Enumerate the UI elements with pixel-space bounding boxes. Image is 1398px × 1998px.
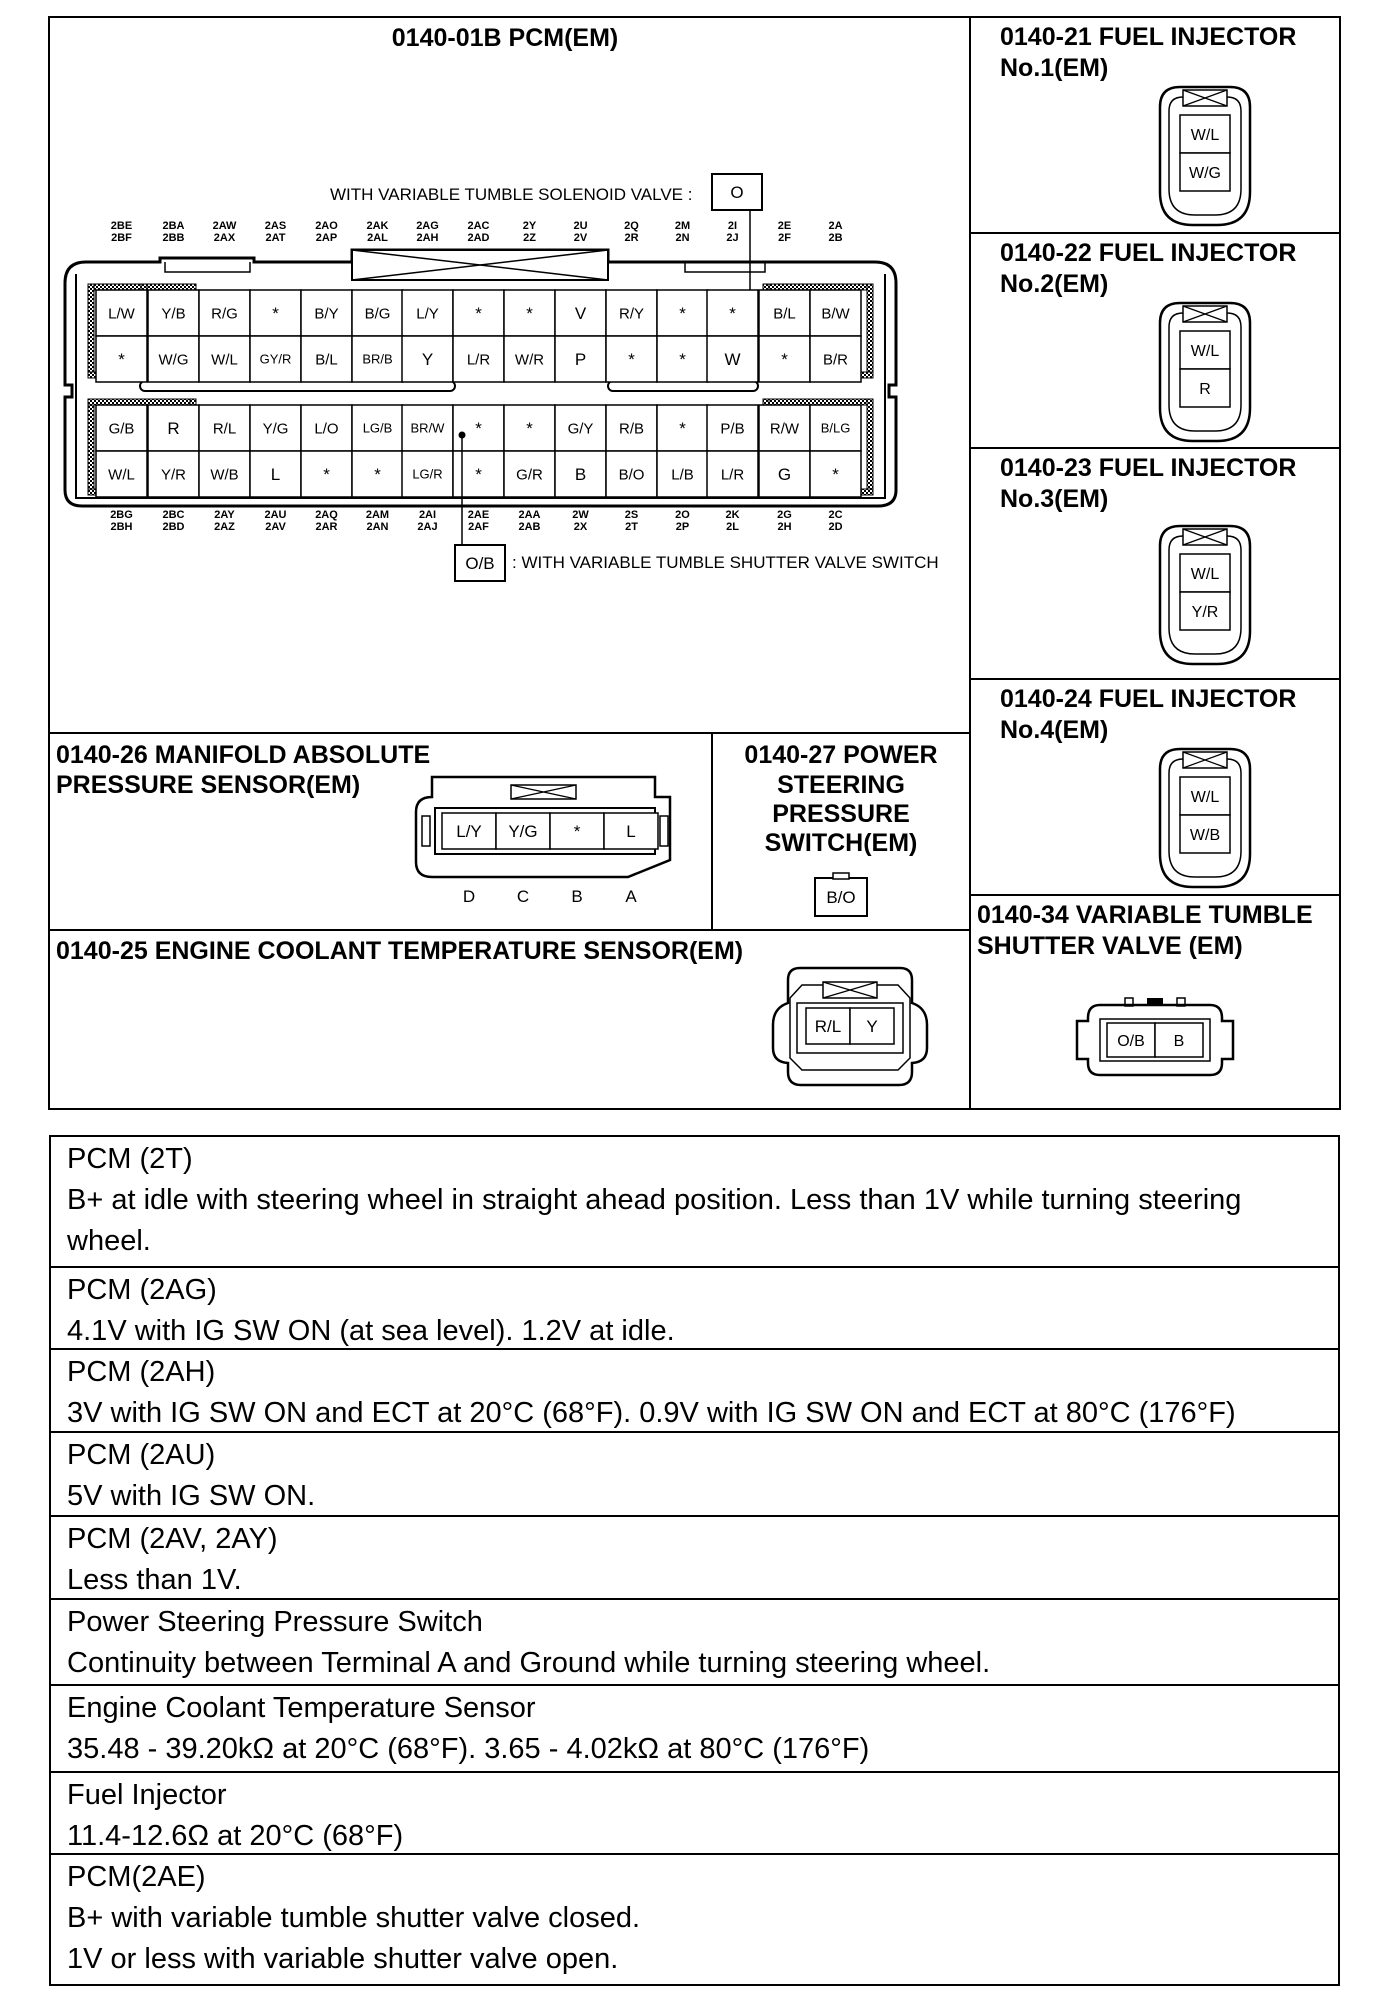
pcm-pin-r3c9-label: * xyxy=(526,419,533,439)
pin-id-label: 2AK xyxy=(366,220,389,232)
map-pin-1 xyxy=(442,813,496,849)
pcm-pin-r2c5 xyxy=(301,336,352,382)
pcm-pin-r4c15 xyxy=(810,451,861,497)
pin-id-label: 2AC xyxy=(467,220,490,232)
pin-id-label: 2A xyxy=(828,220,843,232)
tumble-title-2: SHUTTER VALVE (EM) xyxy=(977,932,1243,960)
ect-pin-2 xyxy=(850,1008,894,1044)
pin-id-label: 2AS xyxy=(264,220,287,232)
pin-id-label: 2AJ xyxy=(417,521,438,533)
spec-note-line: B+ with variable tumble shutter valve closed. xyxy=(67,1902,641,1934)
pcm-pin-r1c6-label: B/G xyxy=(364,305,391,323)
pcm-pin-r4c8-label: * xyxy=(475,465,482,485)
pcm-pin-r4c8 xyxy=(453,451,504,497)
pin-id-label: 2G xyxy=(777,509,792,521)
pin-id-label: 2J xyxy=(726,232,739,244)
pin-id-label: 2N xyxy=(675,232,690,244)
pin-id-label: 2I xyxy=(727,220,738,232)
pcm-pin-r3c13 xyxy=(707,405,758,451)
pcm-pin-r3c7 xyxy=(402,405,453,451)
pin-id-label: 2M xyxy=(674,220,691,232)
pin-id-label: 2BA xyxy=(162,220,185,232)
pcm-pin-r1c1-label: L/W xyxy=(108,305,135,323)
tumble-pin-1-label: O/B xyxy=(1117,1032,1145,1050)
pcm-pin-r1c5-label: B/Y xyxy=(314,305,339,323)
pin-id-label: 2C xyxy=(828,509,843,521)
pcm-pin-r1c5 xyxy=(301,290,352,336)
pcm-pin-r3c6 xyxy=(352,405,403,451)
pin-id-label: 2AZ xyxy=(214,521,235,533)
fuel-injector-1 xyxy=(1000,23,1296,225)
shutter-switch-label: : WITH VARIABLE TUMBLE SHUTTER VALVE SWITCH xyxy=(512,553,939,572)
pcm-pin-r1c15 xyxy=(810,290,861,336)
pcm-pin-r1c9-label: * xyxy=(526,304,533,324)
spec-note-line: 1V or less with variable shutter valve open. xyxy=(67,1943,619,1975)
pcm-pin-r4c1-label: W/L xyxy=(108,466,135,484)
injector-title-2: No.1(EM) xyxy=(1000,54,1109,82)
pcm-pin-r2c12-label: * xyxy=(679,350,686,370)
pcm-pin-r3c11-label: R/B xyxy=(618,420,645,438)
spec-note-heading: PCM(2AE) xyxy=(67,1861,206,1893)
pcm-pin-r2c11-label: * xyxy=(628,350,635,370)
pcm-pin-r2c8-label: L/R xyxy=(466,351,491,369)
injector-pin-top xyxy=(1180,777,1230,815)
pin-id-label: 2AF xyxy=(468,521,489,533)
pin-id-label: 2AM xyxy=(365,509,390,521)
pcm-pin-r1c14-label: B/L xyxy=(773,305,796,323)
map-terminal-label: D xyxy=(462,887,476,906)
pcm-pin-r1c8 xyxy=(453,290,504,336)
pin-id-label: 2AQ xyxy=(315,509,338,521)
injector-pin-bottom-label: W/B xyxy=(1189,826,1221,844)
spec-note-line: 4.1V with IG SW ON (at sea level). 1.2V at idle. xyxy=(67,1315,675,1347)
pcm-pin-r2c10 xyxy=(555,336,606,382)
pcm-pin-r4c7-label: LG/R xyxy=(412,466,443,482)
pcm-pin-r4c7 xyxy=(402,451,453,497)
pcm-pin-r2c6-label: BR/B xyxy=(362,351,393,367)
tumble-pin-1 xyxy=(1107,1023,1155,1057)
pcm-title: 0140-01B PCM(EM) xyxy=(391,24,619,52)
pcm-pin-r3c10-label: G/Y xyxy=(567,420,594,438)
pcm-pin-r1c13-label: * xyxy=(729,304,736,324)
pcm-top-pin-ids xyxy=(111,220,843,244)
pcm-pin-r1c13 xyxy=(707,290,758,336)
spec-note-line: Less than 1V. xyxy=(67,1564,242,1596)
ps-switch-pin: B/O xyxy=(826,888,856,907)
pin-id-label: 2AT xyxy=(265,232,286,244)
pin-id-label: 2W xyxy=(572,509,589,521)
pin-id-label: 2T xyxy=(625,521,638,533)
pin-id-label: 2AN xyxy=(366,521,389,533)
pcm-pin-r1c2-label: Y/B xyxy=(161,305,186,323)
pin-id-label: 2B xyxy=(828,232,843,244)
pin-id-label: 2AX xyxy=(213,232,236,244)
pin-id-label: 2P xyxy=(675,521,690,533)
ect-pin-1 xyxy=(806,1008,850,1044)
pcm-pin-r2c11 xyxy=(606,336,657,382)
pcm-pin-r2c2-label: W/G xyxy=(158,351,189,369)
pin-id-label: 2R xyxy=(624,232,639,244)
pcm-pin-r4c14-label: G xyxy=(777,465,792,485)
pin-id-label: 2E xyxy=(777,220,792,232)
spec-note-line: 3V with IG SW ON and ECT at 20°C (68°F). 0.9V with IG SW ON and ECT at 80°C (176°F) xyxy=(67,1397,1236,1429)
pcm-pin-r3c3 xyxy=(199,405,250,451)
pin-id-label: 2BH xyxy=(110,521,133,533)
power-steering-switch xyxy=(744,741,937,916)
pin-id-label: 2U xyxy=(573,220,588,232)
pcm-pin-r3c2 xyxy=(148,405,199,451)
shutter-switch-pin: O/B xyxy=(465,554,495,573)
pcm-pin-r4c11-label: B/O xyxy=(618,466,645,484)
injector-pin-top xyxy=(1180,554,1230,592)
pcm-pin-r4c3 xyxy=(199,451,250,497)
pcm-pin-r3c15 xyxy=(810,405,861,451)
tumble-pin-2 xyxy=(1155,1023,1203,1057)
pin-id-label: 2L xyxy=(726,521,739,533)
pcm-pin-r2c7-label: Y xyxy=(421,350,434,370)
pcm-pin-r4c5 xyxy=(301,451,352,497)
spec-note-line: 11.4-12.6Ω at 20°C (68°F) xyxy=(67,1820,404,1852)
injector-title-2: No.4(EM) xyxy=(1000,716,1109,744)
pin-id-label: 2BC xyxy=(162,509,185,521)
injector-pin-bottom-label: R xyxy=(1199,380,1211,398)
pin-id-label: 2AI xyxy=(418,509,437,521)
spec-note xyxy=(51,1268,1338,1350)
pin-id-label: 2BF xyxy=(111,232,132,244)
ect-pin-2-label: Y xyxy=(866,1017,878,1037)
spec-note-heading: PCM (2T) xyxy=(67,1143,193,1175)
pin-id-label: 2V xyxy=(573,232,588,244)
map-sensor xyxy=(56,741,670,906)
pcm-pin-r3c14-label: R/W xyxy=(769,420,800,438)
spec-note xyxy=(51,1350,1338,1433)
spec-note-heading: PCM (2AH) xyxy=(67,1356,216,1388)
pin-id-label: 2AP xyxy=(315,232,338,244)
map-pin-3-label: * xyxy=(573,822,581,842)
pcm-pin-r4c12-label: L/B xyxy=(671,466,694,484)
spec-note-line: Continuity between Terminal A and Ground while turning steering wheel. xyxy=(67,1647,991,1679)
fuel-injectors xyxy=(1000,23,1296,887)
pcm-pin-r2c14 xyxy=(759,336,810,382)
pcm-pin-r4c15-label: * xyxy=(832,465,839,485)
spec-note-heading: Engine Coolant Temperature Sensor xyxy=(67,1692,536,1724)
pcm-pin-r4c2 xyxy=(148,451,199,497)
spec-note-heading: Fuel Injector xyxy=(67,1779,227,1811)
ps-title-4: SWITCH(EM) xyxy=(764,829,918,857)
pcm-pin-r3c1 xyxy=(96,405,147,451)
pcm-pin-r2c5-label: B/L xyxy=(315,351,338,369)
pcm-pin-r1c12-label: * xyxy=(679,304,686,324)
pcm-pin-r2c6 xyxy=(352,336,403,382)
pin-id-label: 2AR xyxy=(315,521,338,533)
pcm-pin-r2c10-label: P xyxy=(574,350,587,370)
spec-note xyxy=(51,1855,1338,1982)
pcm-pin-r2c9-label: W/R xyxy=(514,351,545,369)
pin-id-label: 2Q xyxy=(624,220,639,232)
spec-note-line: B+ at idle with steering wheel in straight ahead position. Less than 1V while turning steering xyxy=(67,1184,1242,1216)
ect-pin-1-label: R/L xyxy=(814,1017,842,1037)
spec-note-line: 5V with IG SW ON. xyxy=(67,1480,316,1512)
specifications-table xyxy=(49,1135,1340,1986)
pcm-bottom-pin-ids xyxy=(110,509,842,533)
pcm-pin-r3c13-label: P/B xyxy=(720,420,745,438)
pcm-pin-r4c6 xyxy=(352,451,403,497)
injector-title-1: 0140-21 FUEL INJECTOR xyxy=(1000,23,1297,51)
tumble-solenoid-pin: O xyxy=(730,183,744,202)
spec-note xyxy=(51,1686,1338,1773)
spec-note xyxy=(51,1773,1338,1855)
pcm-pin-r2c12 xyxy=(657,336,708,382)
pin-id-label: 2O xyxy=(675,509,690,521)
map-terminal-label: A xyxy=(625,887,637,906)
injector-pin-top-label: W/L xyxy=(1190,565,1220,583)
pcm-pin-r1c2 xyxy=(148,290,199,336)
pin-id-label: 2Y xyxy=(522,220,537,232)
map-title-2: PRESSURE SENSOR(EM) xyxy=(56,771,361,799)
spec-note-heading: PCM (2AV, 2AY) xyxy=(67,1523,278,1555)
injector-pin-bottom xyxy=(1180,815,1230,853)
pin-id-label: 2BG xyxy=(110,509,133,521)
pcm-pin-r3c15-label: B/LG xyxy=(820,420,851,436)
injector-pin-bottom xyxy=(1180,153,1230,191)
pcm-pin-r4c5-label: * xyxy=(323,465,330,485)
injector-pin-bottom xyxy=(1180,369,1230,407)
pin-id-label: 2BE xyxy=(110,220,133,232)
pcm-pin-r3c14 xyxy=(759,405,810,451)
spec-note-line: 35.48 - 39.20kΩ at 20°C (68°F). 3.65 - 4.02kΩ at 80°C (176°F) xyxy=(67,1733,870,1765)
map-terminal-label: C xyxy=(516,887,530,906)
pin-id-label: 2AW xyxy=(212,220,237,232)
map-pin-2 xyxy=(496,813,550,849)
pcm-pin-r1c4-label: * xyxy=(272,304,279,324)
pcm-pin-r3c6-label: LG/B xyxy=(362,420,393,436)
injector-pin-top-label: W/L xyxy=(1190,788,1220,806)
pcm-pin-r2c9 xyxy=(504,336,555,382)
pcm-pin-r1c7-label: L/Y xyxy=(416,305,439,323)
pin-id-label: 2AB xyxy=(518,521,541,533)
spec-note-heading: Power Steering Pressure Switch xyxy=(67,1606,483,1638)
ps-title-2: STEERING xyxy=(777,771,905,799)
pin-id-label: 2AE xyxy=(467,509,490,521)
pcm-pin-r1c3-label: R/G xyxy=(211,305,238,323)
map-pin-2-label: Y/G xyxy=(508,822,538,842)
fuel-injector-3 xyxy=(1000,454,1296,664)
pin-id-label: 2AL xyxy=(367,232,388,244)
pcm-pin-r3c4-label: Y/G xyxy=(262,420,289,438)
pcm-pin-r1c10-label: V xyxy=(574,304,587,324)
injector-pin-top xyxy=(1180,115,1230,153)
pcm-connector xyxy=(65,24,939,581)
map-pin-4 xyxy=(604,813,658,849)
injector-pin-bottom xyxy=(1180,592,1230,630)
pin-id-label: 2K xyxy=(725,509,740,521)
pin-id-label: 2AH xyxy=(416,232,439,244)
pcm-pin-r4c9 xyxy=(504,451,555,497)
pcm-pin-r1c14 xyxy=(759,290,810,336)
pcm-pin-r4c1 xyxy=(96,451,147,497)
pcm-pin-r2c15-label: B/R xyxy=(822,351,849,369)
ect-title: 0140-25 ENGINE COOLANT TEMPERATURE SENSOR(EM) xyxy=(56,937,744,965)
pin-id-label: 2BD xyxy=(162,521,185,533)
pcm-pin-r4c12 xyxy=(657,451,708,497)
pcm-pin-r4c13 xyxy=(707,451,758,497)
pcm-pin-r4c10-label: B xyxy=(574,465,587,485)
pcm-pin-r1c10 xyxy=(555,290,606,336)
pin-id-label: 2AU xyxy=(264,509,287,521)
injector-title-1: 0140-22 FUEL INJECTOR xyxy=(1000,239,1297,267)
pcm-pin-r4c3-label: W/B xyxy=(210,466,239,484)
pcm-pin-r1c8-label: * xyxy=(475,304,482,324)
pcm-pin-r3c8-label: * xyxy=(475,419,482,439)
pcm-pin-r3c9 xyxy=(504,405,555,451)
map-terminal-label: B xyxy=(571,887,583,906)
injector-pin-top-label: W/L xyxy=(1190,342,1220,360)
pcm-pin-r2c1-label: * xyxy=(118,350,125,370)
map-pin-1-label: L/Y xyxy=(456,822,482,842)
pcm-pin-r3c5 xyxy=(301,405,352,451)
injector-pin-bottom-label: Y/R xyxy=(1191,603,1219,621)
pcm-pin-r4c6-label: * xyxy=(374,465,381,485)
map-pin-3 xyxy=(550,813,604,849)
pcm-pin-r4c9-label: G/R xyxy=(516,466,543,484)
injector-pin-top-label: W/L xyxy=(1190,126,1220,144)
pcm-pin-r3c4 xyxy=(250,405,301,451)
ps-title-1: 0140-27 POWER xyxy=(744,741,938,769)
map-pin-4-label: L xyxy=(626,822,636,842)
spec-note-heading: PCM (2AG) xyxy=(67,1274,217,1306)
pin-id-label: 2AV xyxy=(265,521,286,533)
pcm-pin-r4c13-label: L/R xyxy=(720,466,745,484)
pcm-pin-r3c12 xyxy=(657,405,708,451)
map-title-1: 0140-26 MANIFOLD ABSOLUTE xyxy=(56,741,431,769)
pin-id-label: 2D xyxy=(828,521,843,533)
tumble-title-1: 0140-34 VARIABLE TUMBLE xyxy=(977,901,1313,929)
pcm-pin-r1c1 xyxy=(96,290,147,336)
tumble-shutter-valve xyxy=(977,901,1313,1075)
ect-sensor xyxy=(56,937,927,1085)
fuel-injector-4 xyxy=(1000,685,1296,887)
tumble-solenoid-label: WITH VARIABLE TUMBLE SOLENOID VALVE : xyxy=(330,185,693,204)
pcm-pin-r3c11 xyxy=(606,405,657,451)
pin-id-label: 2AO xyxy=(315,220,338,232)
pcm-pin-r4c4 xyxy=(250,451,301,497)
pcm-pin-r3c5-label: L/O xyxy=(314,420,339,438)
pin-id-label: 2BB xyxy=(162,232,185,244)
spec-note xyxy=(51,1137,1338,1268)
pcm-pin-r1c7 xyxy=(402,290,453,336)
pcm-pin-r2c15 xyxy=(810,336,861,382)
pcm-pin-r2c3-label: W/L xyxy=(211,351,238,369)
pcm-pin-r3c12-label: * xyxy=(679,419,686,439)
pcm-pin-r1c12 xyxy=(657,290,708,336)
pcm-pin-r2c7 xyxy=(402,336,453,382)
pin-id-label: 2AA xyxy=(518,509,541,521)
injector-pin-top xyxy=(1180,331,1230,369)
pcm-pin-r1c11-label: R/Y xyxy=(618,305,645,323)
pcm-pin-r3c8 xyxy=(453,405,504,451)
spec-note-heading: PCM (2AU) xyxy=(67,1439,216,1471)
pcm-pin-r2c13 xyxy=(707,336,758,382)
injector-title-1: 0140-23 FUEL INJECTOR xyxy=(1000,454,1297,482)
pin-id-label: 2AG xyxy=(416,220,439,232)
pin-id-label: 2S xyxy=(624,509,639,521)
pcm-pin-r1c11 xyxy=(606,290,657,336)
spec-note xyxy=(51,1600,1338,1686)
fuel-injector-2 xyxy=(1000,239,1296,441)
pin-id-label: 2F xyxy=(778,232,791,244)
pcm-pin-r1c9 xyxy=(504,290,555,336)
injector-title-2: No.3(EM) xyxy=(1000,485,1109,513)
pin-id-label: 2AY xyxy=(214,509,235,521)
pcm-pin-r3c10 xyxy=(555,405,606,451)
ps-title-3: PRESSURE xyxy=(772,800,910,828)
pcm-pin-r1c4 xyxy=(250,290,301,336)
pcm-pin-r2c4 xyxy=(250,336,301,382)
pcm-pin-r3c2-label: R xyxy=(167,419,180,439)
pcm-pin-r2c13-label: W xyxy=(724,350,741,370)
pcm-pin-r2c4-label: GY/R xyxy=(259,351,292,367)
pcm-pin-r2c2 xyxy=(148,336,199,382)
pcm-pin-grid xyxy=(96,290,861,497)
pin-id-label: 2X xyxy=(573,521,588,533)
pcm-pin-r4c2-label: Y/R xyxy=(160,466,187,484)
pcm-pin-r2c1 xyxy=(96,336,147,382)
pcm-pin-r1c6 xyxy=(352,290,403,336)
pcm-pin-r1c3 xyxy=(199,290,250,336)
spec-note xyxy=(51,1433,1338,1517)
pin-id-label: 2AD xyxy=(467,232,490,244)
pcm-pin-r1c15-label: B/W xyxy=(821,305,850,323)
pin-id-label: 2Z xyxy=(523,232,536,244)
pcm-pin-r4c4-label: L xyxy=(270,465,281,485)
pcm-pin-r3c1-label: G/B xyxy=(108,420,135,438)
injector-title-2: No.2(EM) xyxy=(1000,270,1109,298)
pcm-pin-r4c10 xyxy=(555,451,606,497)
injector-pin-bottom-label: W/G xyxy=(1189,164,1221,182)
pcm-pin-r2c8 xyxy=(453,336,504,382)
pin-id-label: 2H xyxy=(777,521,792,533)
pcm-pin-r4c11 xyxy=(606,451,657,497)
spec-note-line: wheel. xyxy=(67,1225,151,1257)
spec-note xyxy=(51,1517,1338,1600)
pcm-pin-r2c3 xyxy=(199,336,250,382)
tumble-pin-2-label: B xyxy=(1173,1032,1185,1050)
pcm-pin-r3c7-label: BR/W xyxy=(410,420,445,436)
pcm-pin-r3c3-label: R/L xyxy=(212,420,237,438)
pcm-pin-r2c14-label: * xyxy=(781,350,788,370)
injector-title-1: 0140-24 FUEL INJECTOR xyxy=(1000,685,1297,713)
pcm-pin-r4c14 xyxy=(759,451,810,497)
